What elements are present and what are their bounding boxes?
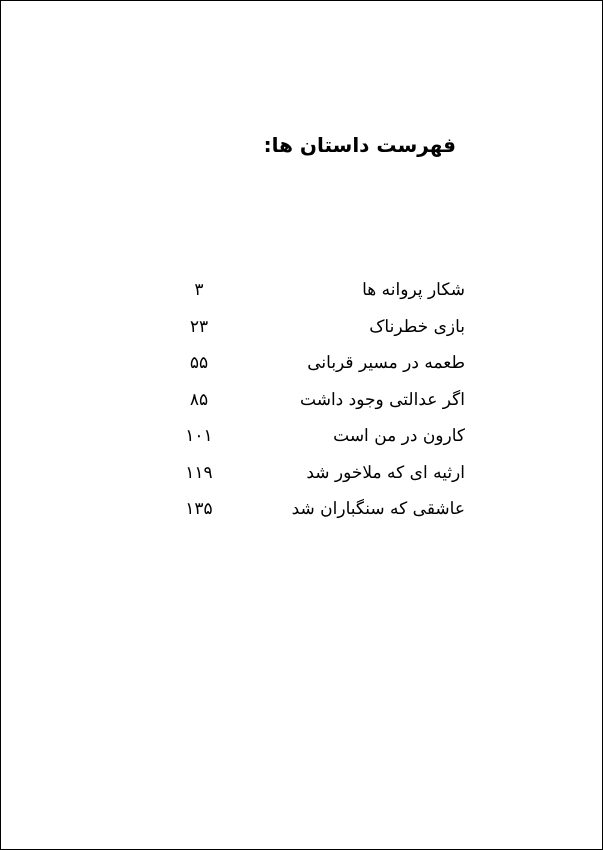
story-title: شکار پروانه ها — [362, 280, 465, 300]
story-title: کارون در من است — [333, 426, 465, 446]
story-title: بازی خطرناک — [369, 316, 465, 337]
page-number: ۳ — [194, 280, 204, 300]
page-number: ۸۵ — [189, 389, 209, 410]
page-number: ۲۳ — [189, 316, 209, 337]
page-number: ۱۱۹ — [185, 462, 213, 483]
toc-entry — [171, 275, 465, 312]
toc-entry — [171, 385, 465, 422]
toc-entry — [171, 348, 465, 385]
table-of-contents — [171, 275, 465, 531]
toc-title: فهرست داستان ها: — [263, 133, 456, 157]
toc-entry — [171, 458, 465, 495]
story-title: ارثیه ای که ملاخور شد — [306, 462, 465, 483]
story-title: اگر عدالتی وجود داشت — [300, 389, 465, 410]
toc-entry — [171, 421, 465, 458]
story-title: عاشقی که سنگباران شد — [291, 499, 465, 519]
toc-entry — [171, 312, 465, 349]
story-title: طعمه در مسیر قربانی — [307, 353, 465, 373]
page-number: ۵۵ — [189, 353, 209, 373]
page-number: ۱۳۵ — [185, 499, 213, 519]
toc-entry — [171, 494, 465, 531]
page-number: ۱۰۱ — [185, 426, 213, 446]
